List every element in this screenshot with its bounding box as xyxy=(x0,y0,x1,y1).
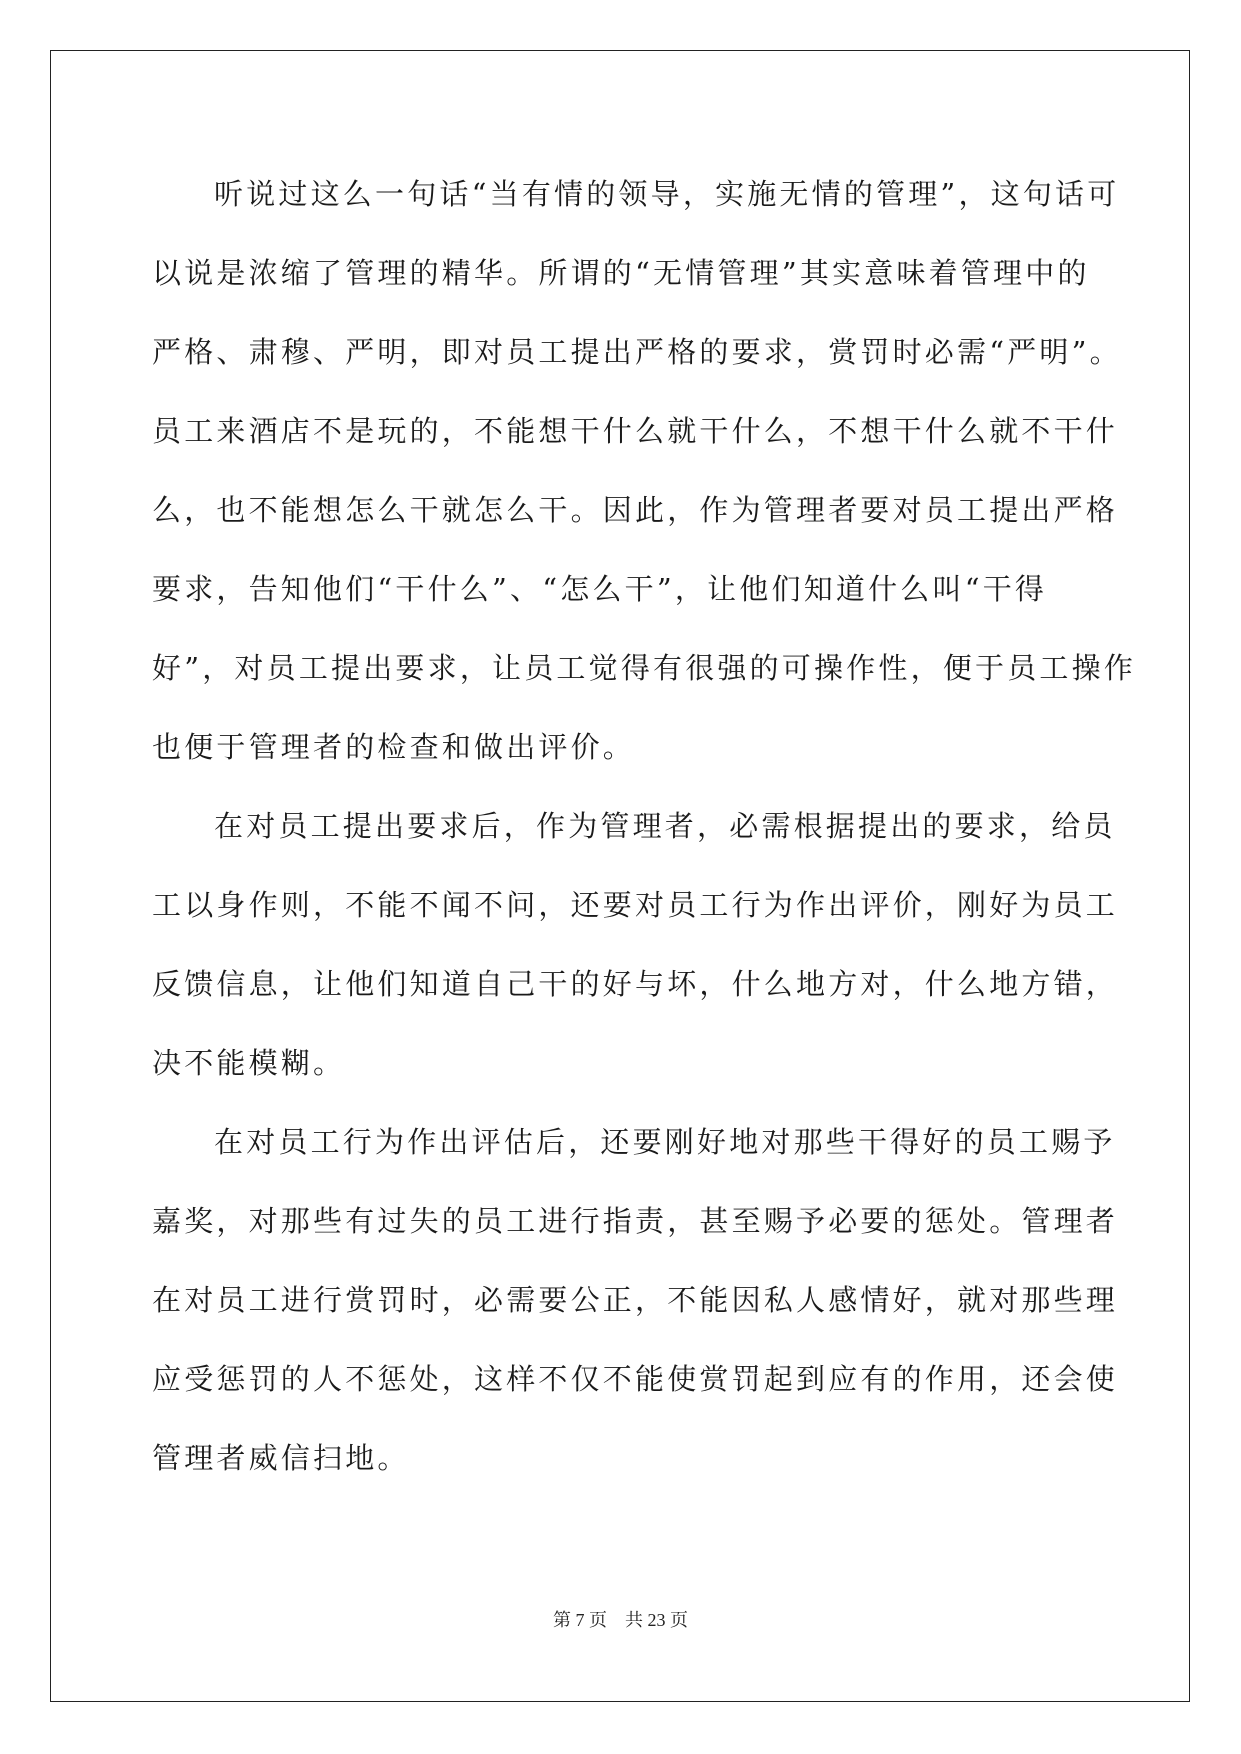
text-line: 好”，对员工提出要求，让员工觉得有很强的可操作性，便于员工操作 xyxy=(152,651,1137,685)
text-line: 也便于管理者的检查和做出评价。 xyxy=(152,730,636,764)
document-body xyxy=(152,155,1137,1498)
text-line: 么，也不能想怎么干就怎么干。因此，作为管理者要对员工提出严格 xyxy=(152,493,1119,527)
page-footer xyxy=(0,1606,1241,1632)
text-line: 工以身作则，不能不闻不问，还要对员工行为作出评价，刚好为员工 xyxy=(152,888,1119,922)
text-line: 在对员工提出要求后，作为管理者，必需根据提出的要求，给员 xyxy=(214,809,1116,843)
text-line: 以说是浓缩了管理的精华。所谓的“无情管理”其实意味着管理中的 xyxy=(152,256,1090,290)
text-line: 应受惩罚的人不惩处，这样不仅不能使赏罚起到应有的作用，还会使 xyxy=(152,1362,1119,1396)
text-line: 听说过这么一句话“当有情的领导，实施无情的管理”，这句话可 xyxy=(214,177,1120,211)
text-line: 嘉奖，对那些有过失的员工进行指责，甚至赐予必要的惩处。管理者 xyxy=(152,1204,1119,1238)
text-line: 在对员工进行赏罚时，必需要公正，不能因私人感情好，就对那些理 xyxy=(152,1283,1119,1317)
text-line: 反馈信息，让他们知道自己干的好与坏，什么地方对，什么地方错， xyxy=(152,967,1119,1001)
text-line: 严格、肃穆、严明，即对员工提出严格的要求，赏罚时必需“严明”。 xyxy=(152,335,1122,369)
text-line: 管理者威信扫地。 xyxy=(152,1441,410,1475)
text-line: 员工来酒店不是玩的，不能想干什么就干什么，不想干什么就不干什 xyxy=(152,414,1119,448)
text-line: 在对员工行为作出评估后，还要刚好地对那些干得好的员工赐予 xyxy=(214,1125,1116,1159)
page-number-label: 第 7 页 共 23 页 xyxy=(553,1610,688,1630)
text-line: 决不能模糊。 xyxy=(152,1046,346,1080)
text-line: 要求，告知他们“干什么”、“怎么干”，让他们知道什么叫“干得 xyxy=(152,572,1048,606)
